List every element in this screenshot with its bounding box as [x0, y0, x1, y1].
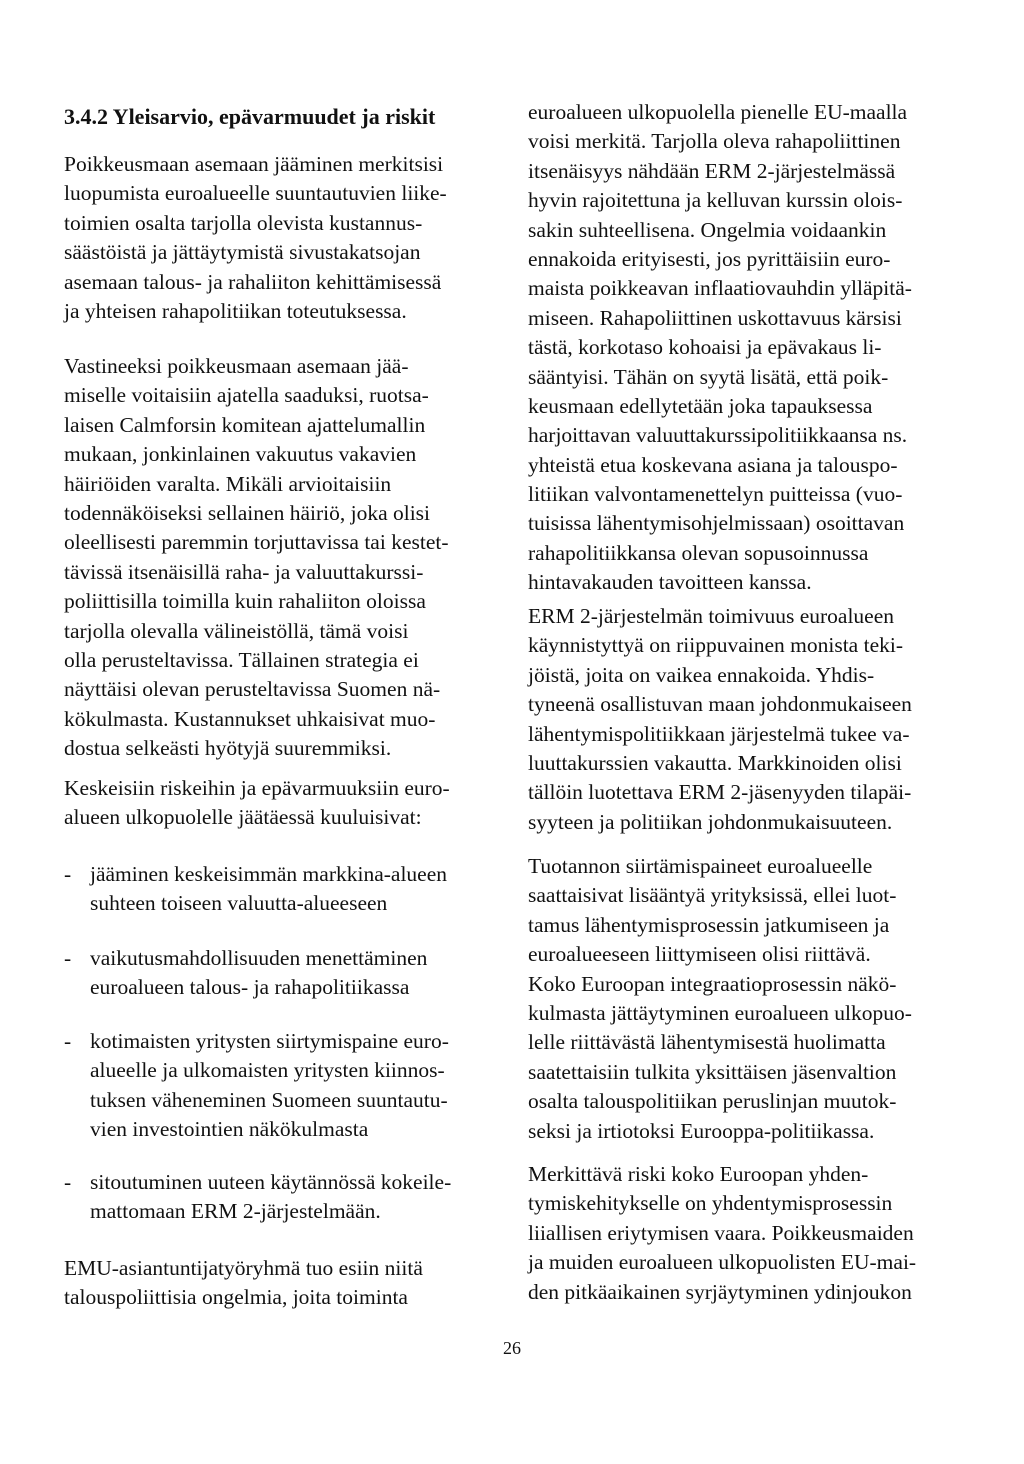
- text-line: lelle riittävästä lähentymisestä huolimatta: [528, 1030, 886, 1055]
- text-line: hyvin rajoitettuna ja kelluvan kurssin olois-: [528, 188, 903, 213]
- text-line: sitoutuminen uuteen käytännössä kokeile-: [90, 1170, 452, 1194]
- text-line: euroalueeseen liittymiseen olisi riittävä.: [528, 942, 871, 967]
- text-line: itsenäisyys nähdään ERM 2-järjestelmässä: [528, 158, 896, 183]
- text-line: kökulmasta. Kustannukset uhkaisivat muo-: [64, 706, 436, 731]
- text-line: tästä, korkotaso kohoaisi ja epävakaus li-: [528, 335, 882, 360]
- text-line: säästöistä ja jättäytymistä sivustakatsojan: [64, 240, 421, 265]
- left-paragraph-1: [64, 150, 504, 326]
- text-line: laisen Calmforsin komitean ajattelumallin: [64, 412, 426, 437]
- text-line: kulmasta jättäytyminen euroalueen ulkopuo-: [528, 1000, 912, 1025]
- text-line: asemaan talous- ja rahaliiton kehittämisessä: [64, 269, 442, 294]
- left-paragraph-2: [64, 352, 504, 763]
- text-line: tyneenä osallistuvan maan johdonmukaiseen: [528, 692, 912, 717]
- text-line: tuksen väheneminen Suomeen suuntautu-: [90, 1087, 448, 1112]
- text-line: miseen. Rahapoliittinen uskottavuus kärsisi: [528, 305, 902, 330]
- text-line: poliittisilla toimilla kuin rahaliiton oloissa: [64, 589, 426, 614]
- text-line: tarjolla olevalla välineistöllä, tämä voisi: [64, 618, 409, 643]
- bullet-dash: -: [64, 946, 72, 970]
- text-line: osalta talouspolitiikan peruslinjan muutok-: [528, 1089, 897, 1114]
- text-line: alueelle ja ulkomaisten yritysten kiinnos-: [90, 1058, 445, 1083]
- right-paragraph-3: [528, 852, 968, 1146]
- text-line: ERM 2-järjestelmän toimivuus euroalueen: [528, 604, 895, 628]
- text-line: voisi merkitä. Tarjolla oleva rahapoliittinen: [528, 129, 901, 154]
- text-line: luopumista euroalueelle suuntautuvien liike-: [64, 181, 447, 206]
- text-line: Merkittävä riski koko Euroopan yhden-: [528, 1162, 869, 1186]
- text-line: rahapolitiikkansa olevan sopusoinnussa: [528, 540, 869, 565]
- text-line: jöistä, joita on vaikea ennakoida. Yhdis-: [528, 662, 875, 687]
- text-line: todennäköiseksi sellainen häiriö, joka olisi: [64, 500, 431, 525]
- text-line: suhteen toiseen valuutta-alueeseen: [90, 891, 388, 916]
- bullet-dash: -: [64, 1170, 72, 1194]
- text-line: euroalueen talous- ja rahapolitiikassa: [90, 975, 410, 1000]
- text-line: Poikkeusmaan asemaan jääminen merkitsisi: [64, 152, 444, 176]
- right-paragraph-2: [528, 602, 968, 837]
- text-line: alueen ulkopuolelle jäätäessä kuuluisivat:: [64, 805, 422, 830]
- text-line: liiallisen eriytymisen vaara. Poikkeusmaiden: [528, 1220, 914, 1245]
- page-number: 26: [503, 1338, 521, 1358]
- text-line: jääminen keskeisimmän markkina-alueen: [90, 862, 448, 886]
- text-line: tuisissa lähentymisohjelmissaan) osoittavan: [528, 511, 905, 536]
- text-line: tamus lähentymisprosessin jatkumiseen ja: [528, 912, 890, 937]
- text-line: häiriöiden varalta. Mikäli arvioitaisiin: [64, 471, 392, 496]
- section-heading: 3.4.2 Yleisarvio, epävarmuudet ja riskit: [64, 104, 436, 129]
- text-line: oleellisesti paremmin torjuttavissa tai kestet-: [64, 530, 449, 555]
- text-line: hintavakauden tavoitteen kanssa.: [528, 570, 812, 595]
- text-line: lähentymispolitiikkaan järjestelmä tukee va-: [528, 721, 910, 746]
- text-line: luuttakurssien vakautta. Markkinoiden olisi: [528, 750, 902, 775]
- text-line: saatettaisiin tulkita yksittäisen jäsenvaltion: [528, 1059, 897, 1084]
- text-line: vaikutusmahdollisuuden menettäminen: [90, 946, 428, 970]
- text-line: euroalueen ulkopuolella pienelle EU-maalla: [528, 100, 908, 124]
- right-paragraph-1: [528, 98, 968, 598]
- text-line: harjoittavan valuuttakurssipolitiikkaansa ns.: [528, 423, 908, 448]
- text-line: litiikan valvontamenettelyn puitteissa (vuo-: [528, 482, 903, 507]
- text-line: miselle voitaisiin ajatella saaduksi, ruotsa-: [64, 383, 429, 408]
- text-line: syyteen ja politiikan johdonmukaisuuteen.: [528, 809, 893, 834]
- text-line: keusmaan edellytetään joka tapauksessa: [528, 393, 873, 418]
- text-line: kotimaisten yritysten siirtymispaine euro-: [90, 1029, 449, 1053]
- text-line: EMU-asiantuntijatyöryhmä tuo esiin niitä: [64, 1256, 423, 1280]
- text-line: käynnistyttyä on riippuvainen monista teki-: [528, 633, 903, 658]
- text-line: näyttäisi olevan perusteltavissa Suomen nä-: [64, 677, 441, 702]
- right-paragraph-4: [528, 1160, 968, 1307]
- text-line: Tuotannon siirtämispaineet euroalueelle: [528, 854, 873, 878]
- text-line: ennakoida erityisesti, jos pyrittäisiin euro-: [528, 246, 891, 271]
- text-line: tävissä itsenäisillä raha- ja valuuttakurssi-: [64, 559, 424, 584]
- text-line: talouspoliittisia ongelmia, joita toiminta: [64, 1285, 408, 1310]
- left-paragraph-4: [64, 1254, 504, 1313]
- text-line: Vastineeksi poikkeusmaan asemaan jää-: [64, 354, 409, 378]
- text-line: maista poikkeavan inflaatiovauhdin ylläpitä-: [528, 276, 912, 301]
- text-line: mukaan, jonkinlainen vakuutus vakavien: [64, 442, 417, 467]
- left-paragraph-3: [64, 774, 504, 833]
- text-line: sakin suhteellisena. Ongelmia voidaankin: [528, 217, 887, 242]
- bullet-dash: -: [64, 862, 72, 886]
- text-line: vien investointien näkökulmasta: [90, 1117, 369, 1142]
- text-line: tymiskehitykselle on yhdentymisprosessin: [528, 1191, 893, 1216]
- text-line: seksi ja irtiotoksi Eurooppa-politiikassa.: [528, 1118, 875, 1143]
- text-line: ja yhteisen rahapolitiikan toteutuksessa.: [64, 298, 407, 323]
- text-line: tällöin luotettava ERM 2-jäsenyyden tilapäi-: [528, 780, 912, 805]
- text-line: yhteistä etua koskevana asiana ja talouspo-: [528, 452, 898, 477]
- text-line: mattomaan ERM 2-järjestelmään.: [90, 1199, 381, 1224]
- text-line: dostua selkeästi hyötyjä suuremmiksi.: [64, 736, 392, 761]
- text-line: den pitkäaikainen syrjäytyminen ydinjoukon: [528, 1279, 912, 1304]
- text-line: olla perusteltavissa. Tällainen strategia ei: [64, 647, 419, 672]
- text-line: Keskeisiin riskeihin ja epävarmuuksiin euro-: [64, 776, 450, 800]
- text-line: saattaisivat lisääntyä yrityksissä, ellei luot-: [528, 883, 897, 908]
- text-line: ja muiden euroalueen ulkopuolisten EU-mai-: [528, 1250, 917, 1275]
- text-line: Koko Euroopan integraatioprosessin näkö-: [528, 971, 897, 996]
- bullet-dash: -: [64, 1029, 72, 1053]
- text-line: toimien osalta tarjolla olevista kustannus-: [64, 210, 423, 235]
- text-line: sääntyisi. Tähän on syytä lisätä, että poik-: [528, 364, 889, 389]
